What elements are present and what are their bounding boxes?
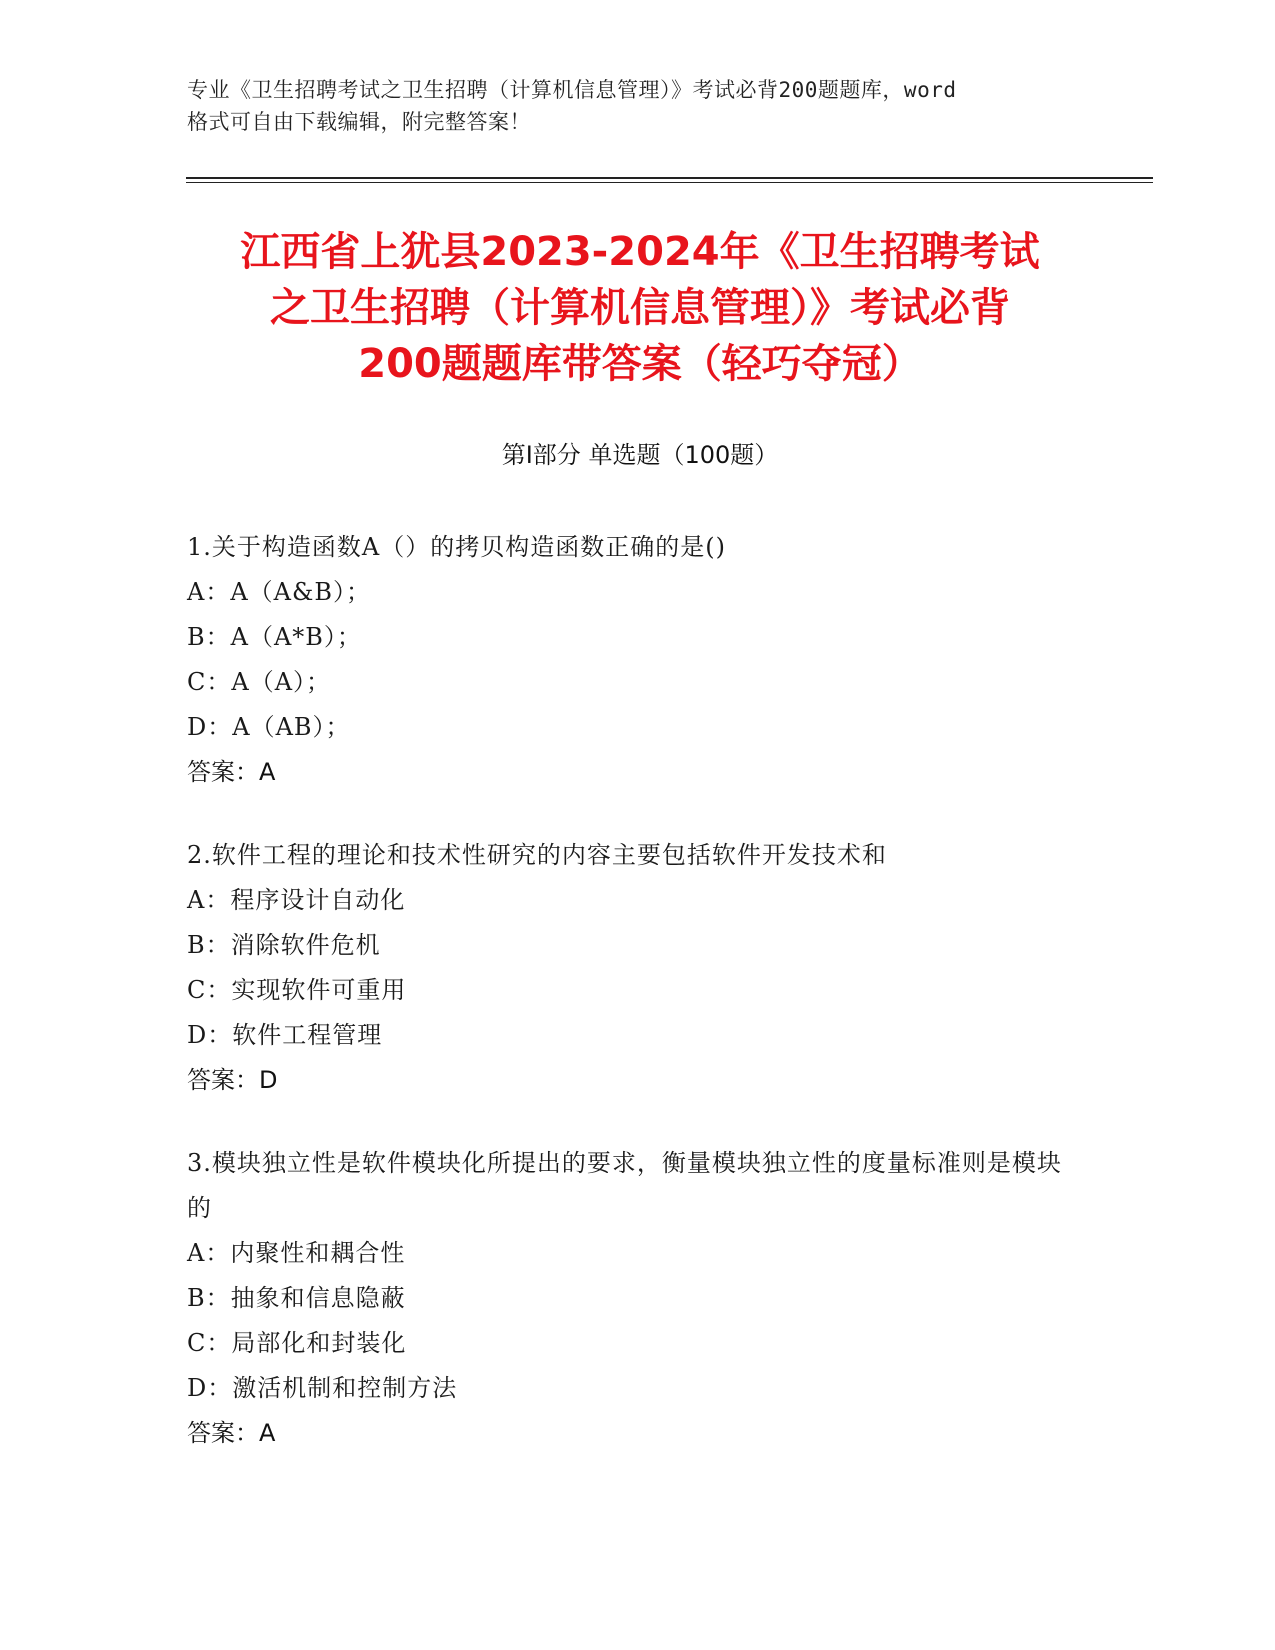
- option-a: A：内聚性和耦合性: [187, 1239, 406, 1267]
- option-b: B：抽象和信息隐蔽: [187, 1284, 406, 1312]
- option-b: B：消除软件危机: [187, 931, 381, 959]
- answer-line: 答案：A: [187, 758, 276, 786]
- section-heading: 第Ⅰ部分 单选题（100题）: [501, 441, 779, 469]
- document-title-line-3: 200题题库带答案（轻巧夺冠）: [358, 341, 922, 387]
- answer-line: 答案：D: [187, 1066, 278, 1094]
- option-a: A：A（A&B）；: [187, 578, 371, 606]
- header-divider-thin: [186, 182, 1153, 183]
- question-item: [187, 833, 1067, 1103]
- option-b: B：A（A*B）；: [187, 623, 362, 651]
- document-title: [180, 224, 1100, 392]
- option-c: C：A（A）；: [187, 668, 332, 696]
- answer-line: 答案：A: [187, 1419, 276, 1447]
- option-d: D：激活机制和控制方法: [187, 1374, 458, 1402]
- option-d: D：软件工程管理: [187, 1021, 383, 1049]
- option-a: A：程序设计自动化: [187, 886, 406, 914]
- header-divider-thick: [186, 177, 1153, 179]
- question-stem: 3.模块独立性是软件模块化所提出的要求，衡量模块独立性的度量标准则是模块的: [187, 1149, 1062, 1222]
- question-stem: 2.软件工程的理论和技术性研究的内容主要包括软件开发技术和: [187, 841, 887, 869]
- question-item: [187, 525, 1067, 795]
- option-c: C：局部化和封装化: [187, 1329, 407, 1357]
- document-title-line-2: 之卫生招聘（计算机信息管理）》考试必背: [270, 285, 1010, 331]
- header-note: [187, 74, 1087, 138]
- question-list: [187, 525, 1067, 1494]
- option-c: C：实现软件可重用: [187, 976, 407, 1004]
- header-note-line-1: 专业《卫生招聘考试之卫生招聘（计算机信息管理）》考试必背200题题库，word: [187, 78, 957, 102]
- question-stem: 1.关于构造函数A（）的拷贝构造函数正确的是(): [187, 533, 726, 561]
- document-title-line-1: 江西省上犹县2023-2024年《卫生招聘考试: [240, 229, 1040, 275]
- header-note-line-2: 格式可自由下载编辑，附完整答案！: [187, 110, 531, 134]
- question-item: [187, 1141, 1067, 1456]
- option-d: D：A（AB）；: [187, 713, 351, 741]
